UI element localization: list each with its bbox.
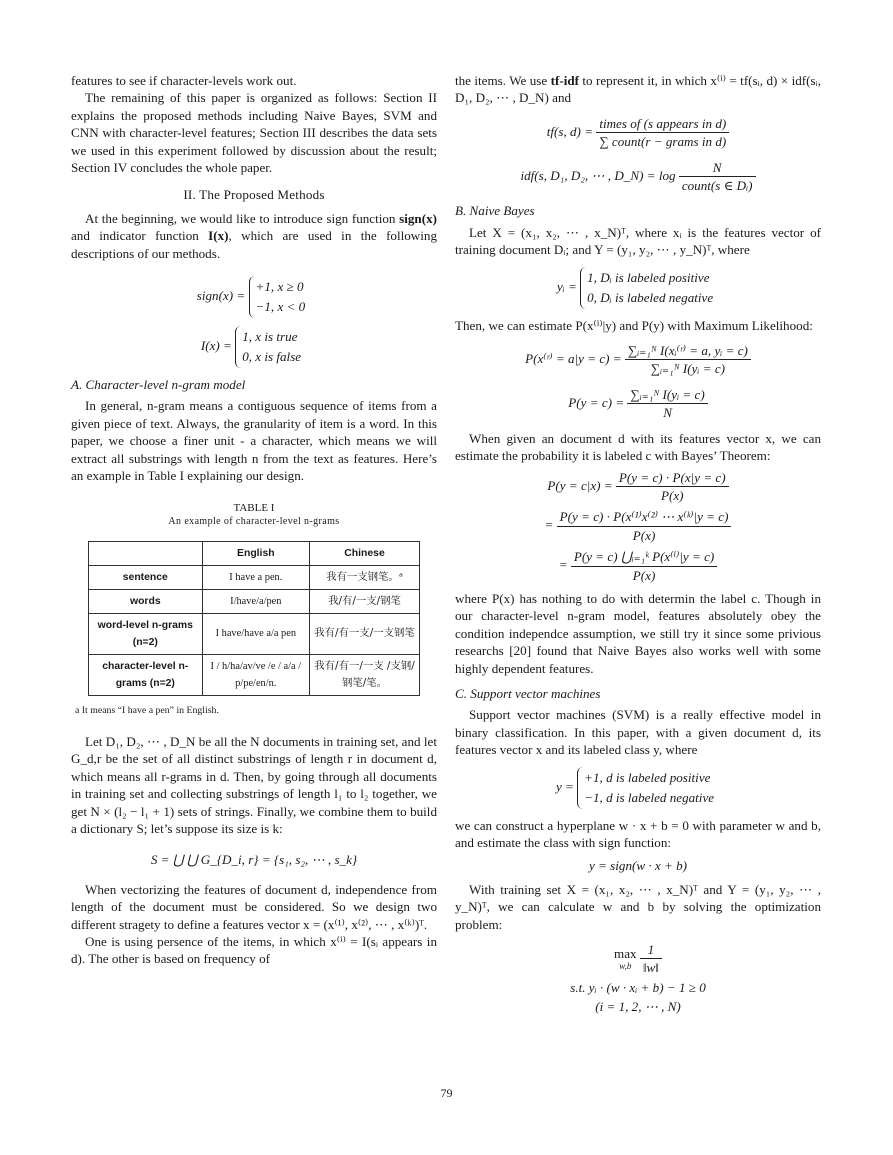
- table-cell: 我有一支钢笔。ᵃ: [310, 565, 420, 589]
- equation-label: yᵢ = 1, Dᵢ is labeled positive 0, Dᵢ is labeled negative: [455, 267, 821, 309]
- equation-sign: sign(x) = +1, x ≥ 0 −1, x < 0: [71, 276, 437, 318]
- equation-idf: idf(s, D₁, D₂, ⋯ , D_N) = log $\frac{N}{\text{count(s ∈ Dᵢ)}}$: [455, 159, 821, 195]
- equation-bayes-3: = $\frac{\text{P(y = c) ⋃ᵢ₌₁ᵏ P(x⁽ⁱ⁾|y = c)}}{P(x)}$: [455, 548, 821, 584]
- table-row: [89, 613, 420, 654]
- equation-likelihood-x: P(x⁽ʳ⁾ = a|y = c) = $\frac{\text{∑ᵢ₌₁ᴺ I(xᵢ⁽ʳ⁾ = a, yᵢ = c)}}{\text{∑ᵢ₌₁ᴺ I(yᵢ = c)}}$: [455, 342, 821, 378]
- subsection-heading: C. Support vector machines: [455, 685, 601, 701]
- right-column: [455, 72, 821, 1016]
- ngram-table: [88, 541, 420, 696]
- table-cell: word-level n-grams (n=2): [89, 613, 203, 654]
- table-cell: I/have/a/pen: [202, 589, 309, 613]
- left-column: [71, 72, 437, 968]
- table-cell: I have/have a/a pen: [202, 613, 309, 654]
- paragraph: we can construct a hyperplane w · x + b = 0 with parameter w and b, and estimate the class with sign function:: [455, 817, 821, 850]
- equation-bayes-1: P(y = c|x) = $\frac{P(y = c) \cdot P(x|y = c)}{P(x)}$: [455, 469, 821, 505]
- paragraph: Then, we can estimate P(x⁽ⁱ⁾|y) and P(y) with Maximum Likelihood:: [455, 317, 813, 333]
- table-cell: 我/有/一支/钢笔: [310, 589, 420, 613]
- equation-svm-label: y = +1, d is labeled positive −1, d is labeled negative: [455, 767, 821, 809]
- equation-likelihood-y: P(y = c) = $\frac{\text{∑ᵢ₌₁ᴺ I(yᵢ = c)}}{N}$: [455, 386, 821, 422]
- paragraph: At the beginning, we would like to introduce sign function sign(x) and indicator function I(x), which are used in the following descriptions of our methods.: [71, 210, 437, 261]
- paragraph: Let D₁, D₂, ⋯ , D_N be all the N documents in training set, and let G_d,r be the set of all distinct substrings of length r in document d, which means all r-grams in d. Then, by going through all documents in training set and collecting substrings of length l₁ to l₂ together, we get N × (l₂ − l₁ + 1) sets of strings. Finally, we combine them to build a dictionary S; let’s suppose its size is k:: [71, 733, 437, 836]
- paragraph: the items. We use tf-idf to represent it, in which x⁽ⁱ⁾ = tf(sᵢ, d) × idf(sᵢ, D₁, D₂, ⋯ , D_N) and: [455, 73, 821, 106]
- table-row: [89, 654, 420, 695]
- equation-tf: tf(s, d) = $\frac{\text{times of (s appears in d)}}{\text{∑ count(r − grams in d)}}$: [455, 115, 821, 151]
- equation-optimization: max w,b $\frac{1}{‖w‖}$: [455, 941, 821, 977]
- paragraph: One is using persence of the items, in which x⁽ⁱ⁾ = I(sᵢ appears in d). The other is based on frequency of: [71, 933, 437, 967]
- equation-constraint: s.t. yᵢ · (w · xᵢ + b) − 1 ≥ 0: [570, 979, 706, 995]
- equation-indicator: I(x) = 1, x is true 0, x is false: [71, 326, 437, 368]
- table-cell: I have a pen.: [202, 565, 309, 589]
- table-cell: character-level n-grams (n=2): [89, 654, 203, 695]
- table-row: [89, 565, 420, 589]
- equation-svm-sign: y = sign(w · x + b): [588, 858, 688, 874]
- table-cell: words: [89, 589, 203, 613]
- table-header: Chinese: [310, 541, 420, 565]
- table-header: English: [202, 541, 309, 565]
- subsection-heading: A. Character-level n-gram model: [71, 377, 246, 393]
- table-row: [89, 589, 420, 613]
- paragraph: Support vector machines (SVM) is a really effective model in binary classification. In this paper, with a given document d, its features vector x and its labeled class y, where: [455, 707, 821, 758]
- paragraph: When given an document d with its features vector x, we can estimate the probability it is labeled c with Bayes’ Theorem:: [455, 430, 821, 464]
- table-cell: I / h/ha/av/ve /e / a/a / p/pe/en/n.: [202, 654, 309, 695]
- paragraph: In general, n-gram means a contiguous sequence of items from a given piece of text. Always, the granularity of item is a word. In this paper, we choose a finer unit - a character, which means we will extract all substrings with length n from the text as features. Here’s an example in Table I explaining our design.: [71, 398, 437, 484]
- table-footnote: a It means “I have a pen” in English.: [75, 704, 219, 716]
- page-number: 79: [440, 1086, 453, 1100]
- equation-range: (i = 1, 2, ⋯ , N): [595, 999, 681, 1015]
- table-cell: 我有/有一支/一支钢笔: [310, 613, 420, 654]
- equation-dictionary: S = ⋃ ⋃ G_{D_i, r} = {s₁, s₂, ⋯ , s_k}: [150, 852, 358, 868]
- table-header: [89, 541, 203, 565]
- paragraph: With training set X = (x₁, x₂, ⋯ , x_N)ᵀ and Y = (y₁, y₂, ⋯ , y_N)ᵀ, we can calculate w and b by solving the optimization problem:: [455, 881, 821, 932]
- paragraph: where P(x) has nothing to do with determin the label c. Though in our character-level n-gram model, features absolutely obey the condition independce assumption, we still try it since some privious researchs [20] found that Naive Bayes also works well with some highly dependent features.: [455, 590, 821, 676]
- table-subcaption: An example of character-level n-grams: [168, 515, 340, 527]
- paragraph: features to see if character-levels work out.: [71, 73, 297, 88]
- table-caption: TABLE I: [233, 501, 275, 514]
- table-cell: sentence: [89, 565, 203, 589]
- paragraph: When vectorizing the features of document d, independence from length of the document must be considered. So we design two different stragety to define a features vector x = (x⁽¹⁾, x⁽²⁾, ⋯ , x⁽ᵏ⁾)ᵀ.: [71, 881, 437, 932]
- section-heading: II. The Proposed Methods: [183, 187, 325, 203]
- paragraph: Let X = (x₁, x₂, ⋯ , x_N)ᵀ, where xᵢ is the features vector of training document Dᵢ; and Y = (y₁, y₂, ⋯ , y_N)ᵀ, where: [455, 224, 821, 258]
- paragraph: The remaining of this paper is organized as follows: Section II explains the proposed methods including Naive Bayes, SVM and CNN with character-level features; Section III describes the data sets we used in this experiment followed by discussion about the result; Section IV concludes the whole paper.: [71, 90, 437, 176]
- equation-bayes-2: = $\frac{\text{P(y = c) · P(x⁽¹⁾x⁽²⁾ ⋯ x⁽ᵏ⁾|y = c)}}{P(x)}$: [455, 508, 821, 544]
- table-cell: 我有/有一/一支 /支钢/钢笔/笔。: [310, 654, 420, 695]
- subsection-heading: B. Naive Bayes: [455, 203, 535, 219]
- table-header-row: [89, 541, 420, 565]
